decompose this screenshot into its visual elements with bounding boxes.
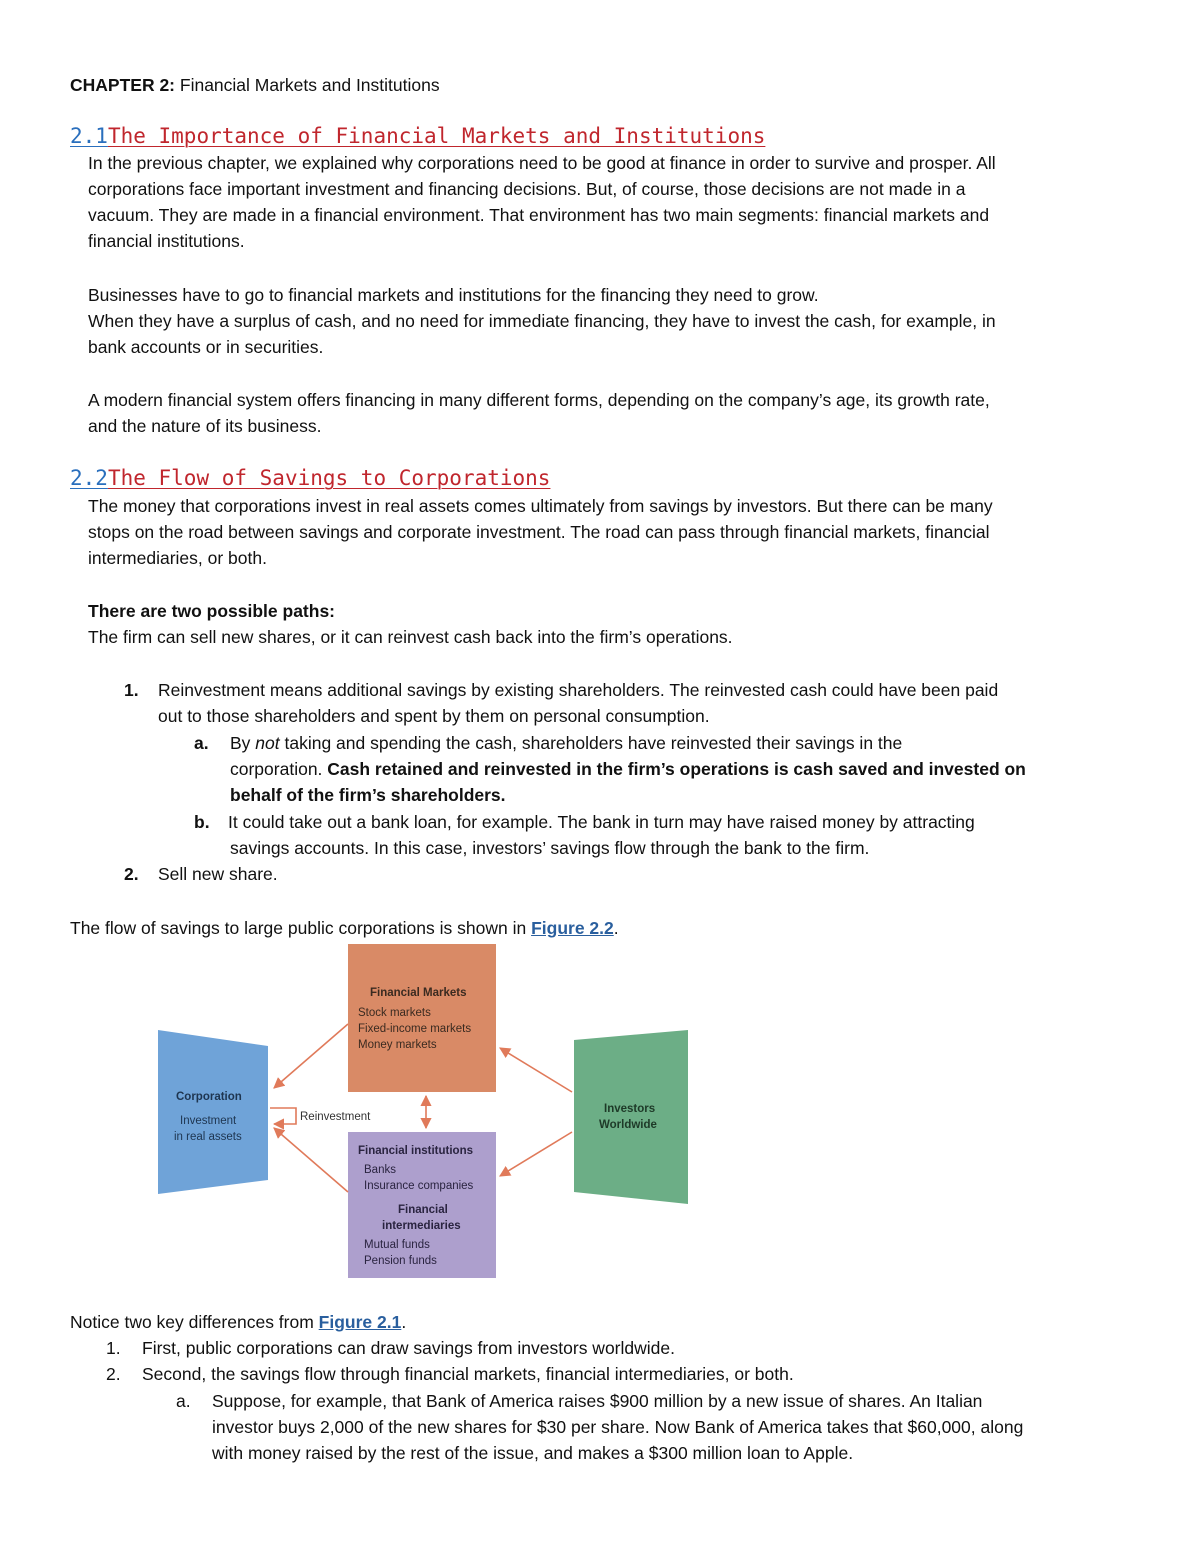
list-marker: 2. xyxy=(106,1364,121,1384)
list-item-text: It could take out a bank loan, for example. The bank in turn may have raised money by attracting xyxy=(228,812,975,832)
reinvestment-label: Reinvestment xyxy=(300,1111,371,1123)
section-number: 2.1 xyxy=(70,124,108,148)
section-number: 2.2 xyxy=(70,466,108,490)
list-marker: a. xyxy=(194,733,209,753)
intermediaries-item: Mutual funds xyxy=(364,1239,430,1251)
chapter-title: Financial Markets and Institutions xyxy=(179,75,440,95)
list-marker: 1. xyxy=(106,1338,121,1358)
list-marker: b. xyxy=(194,812,210,832)
notice-line: Notice two key differences from Figure 2.1. xyxy=(70,1312,407,1332)
financial-institutions-item: Insurance companies xyxy=(364,1180,474,1192)
intermediaries-title: intermediaries xyxy=(382,1220,461,1232)
figure-2-2-diagram xyxy=(150,942,700,1282)
investors-line: Worldwide xyxy=(599,1119,657,1131)
list-item-text: Second, the savings flow through financial markets, financial intermediaries, or both. xyxy=(142,1364,794,1384)
list-item-text: Suppose, for example, that Bank of America raises $900 million by a new issue of shares. An Italian xyxy=(212,1391,983,1411)
paragraph-line: In the previous chapter, we explained why corporations need to be good at finance in order to survive and prosper. All xyxy=(88,153,996,173)
figure-2-1-link[interactable]: Figure 2.1 xyxy=(318,1312,402,1332)
figure-2-2-link[interactable]: Figure 2.2 xyxy=(531,918,614,938)
list-item-text: out to those shareholders and spent by them on personal consumption. xyxy=(158,706,710,726)
paragraph-line: vacuum. They are made in a financial environment. That environment has two main segments: financial markets and xyxy=(88,205,990,225)
paths-heading: There are two possible paths: xyxy=(88,601,335,621)
paths-intro: The firm can sell new shares, or it can reinvest cash back into the firm’s operations. xyxy=(88,627,733,647)
arrow-markets-to-corporation xyxy=(274,1024,348,1088)
chapter-heading xyxy=(70,73,440,97)
investors-shape xyxy=(574,1030,688,1204)
paragraph-line: The money that corporations invest in real assets comes ultimately from savings by investors. But there can be many xyxy=(88,496,993,516)
list-item-text: investor buys 2,000 of the new shares for $30 per share. Now Bank of America takes that $60,000, along xyxy=(212,1417,1024,1437)
list-item-text: Reinvestment means additional savings by existing shareholders. The reinvested cash could have been paid xyxy=(158,680,999,700)
intermediaries-item: Pension funds xyxy=(364,1255,437,1267)
list-marker: a. xyxy=(176,1391,191,1411)
paragraph-line: bank accounts or in securities. xyxy=(88,337,324,357)
paragraph-line: financial institutions. xyxy=(88,231,245,251)
arrow-investors-to-institutions xyxy=(500,1132,572,1176)
list-item-text: behalf of the firm’s shareholders. xyxy=(230,785,506,805)
paragraph-line: stops on the road between savings and corporate investment. The road can pass through financial markets, financial xyxy=(88,522,990,542)
section-title: The Flow of Savings to Corporations xyxy=(107,466,551,490)
section-2-1-heading xyxy=(70,122,765,150)
list-marker: 2. xyxy=(124,864,139,884)
section-title: The Importance of Financial Markets and Institutions xyxy=(107,124,766,148)
list-item-text: First, public corporations can draw savings from investors worldwide. xyxy=(142,1338,675,1358)
paragraph-line: intermediaries, or both. xyxy=(88,548,267,568)
financial-markets-title: Financial Markets xyxy=(370,987,467,999)
figure-reference-line: The flow of savings to large public corporations is shown in Figure 2.2. xyxy=(70,918,619,938)
section-2-2-heading xyxy=(70,464,550,492)
financial-markets-item: Fixed-income markets xyxy=(358,1023,472,1035)
list-item-text: corporation. Cash retained and reinvested in the firm’s operations is cash saved and invested on xyxy=(230,759,1026,779)
arrow-investors-to-markets xyxy=(500,1048,572,1092)
corporation-shape xyxy=(158,1030,268,1194)
arrow-institutions-to-corporation xyxy=(274,1128,348,1192)
corporation-title: Corporation xyxy=(176,1091,242,1103)
list-item-text: with money raised by the rest of the issue, and makes a $300 million loan to Apple. xyxy=(212,1443,854,1463)
paragraph-line: corporations face important investment and financing decisions. But, of course, those decisions are not made in a xyxy=(88,179,966,199)
paragraph-line: When they have a surplus of cash, and no need for immediate financing, they have to invest the cash, for example, in xyxy=(88,311,996,331)
list-item-text: By not taking and spending the cash, shareholders have reinvested their savings in the xyxy=(230,733,903,753)
reinvestment-loop xyxy=(270,1108,296,1124)
financial-markets-item: Stock markets xyxy=(358,1007,431,1019)
corporation-item: in real assets xyxy=(174,1131,242,1143)
list-item-text: savings accounts. In this case, investors’ savings flow through the bank to the firm. xyxy=(230,838,870,858)
paragraph-line: and the nature of its business. xyxy=(88,416,322,436)
list-item-text: Sell new share. xyxy=(158,864,278,884)
financial-markets-item: Money markets xyxy=(358,1039,437,1051)
investors-line: Investors xyxy=(604,1103,656,1115)
paragraph-line: Businesses have to go to financial markets and institutions for the financing they need to grow. xyxy=(88,285,819,305)
list-marker: 1. xyxy=(124,680,139,700)
paragraph-line: A modern financial system offers financing in many different forms, depending on the company’s age, its growth rate, xyxy=(88,390,990,410)
financial-institutions-item: Banks xyxy=(364,1164,396,1176)
chapter-label: CHAPTER 2: xyxy=(70,75,176,95)
intermediaries-title: Financial xyxy=(398,1204,448,1216)
corporation-item: Investment xyxy=(180,1115,237,1127)
financial-institutions-title: Financial institutions xyxy=(358,1145,474,1157)
